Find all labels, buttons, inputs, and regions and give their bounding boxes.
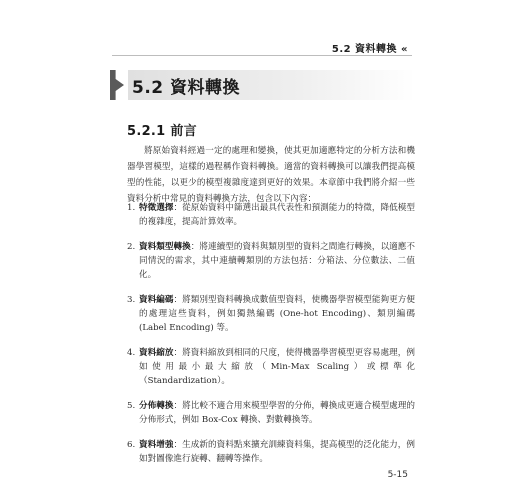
item-term: 資料編碼 — [139, 295, 174, 305]
item-term: 分佈轉換 — [139, 401, 174, 411]
item-number: 5. — [127, 401, 136, 411]
section-heading — [110, 64, 415, 106]
transformation-list — [127, 201, 415, 477]
item-number: 4. — [127, 348, 136, 358]
intro-paragraph: 將原始資料經過一定的處理和變換，使其更加適應特定的分析方法和機器學習模型，這樣的過程稱作資料轉換。適當的資料轉換可以讓我們提高模型的性能，以更少的模型複雜度達到更好的效果。本章節中我們將介紹一些資料分析中常見的資料轉換方法，包含以下內容： — [127, 146, 415, 204]
list-item — [127, 240, 415, 282]
header-rule — [112, 55, 412, 56]
item-description: ：從原始資料中篩選出最具代表性和預測能力的特徵，降低模型的複雜度，提高計算效率。 — [139, 203, 415, 227]
item-body — [139, 240, 415, 282]
running-header: 5.2 資料轉換 « — [331, 44, 408, 55]
item-description: ：將比較不適合用來模型學習的分佈，轉換成更適合模型處理的分佈形式，例如 Box-Cox 轉換、對數轉換等。 — [139, 401, 415, 425]
item-term: 特徵選擇 — [139, 203, 174, 213]
list-item — [127, 346, 415, 388]
item-description: ：將資料縮放到相同的尺度，使得機器學習模型更容易處理，例如使用最小最大縮放（Min-Max Scaling）或標準化（Standardization）。 — [139, 348, 415, 386]
item-number: 3. — [127, 295, 136, 305]
list-item — [127, 399, 415, 427]
item-number: 2. — [127, 242, 136, 252]
item-description: ：生成新的資料點來擴充訓練資料集，提高模型的泛化能力，例如對圖像進行旋轉、翻轉等操作。 — [139, 440, 415, 464]
item-body — [139, 438, 415, 466]
item-description: ：將連續型的資料與類別型的資料之間進行轉換，以適應不同情況的需求，其中連續轉類別的方法包括：分箱法、分位數法、二值化。 — [139, 242, 415, 280]
item-number: 1. — [127, 203, 136, 213]
list-item — [127, 201, 415, 229]
item-term: 資料類型轉換 — [139, 242, 191, 252]
item-body — [139, 201, 415, 229]
subsection-title: 5.2.1 前言 — [127, 124, 197, 139]
list-item — [127, 438, 415, 466]
item-body — [139, 293, 415, 335]
item-description: ：將類別型資料轉換成數值型資料，使機器學習模型能夠更方便的處理這些資料，例如獨熱編碼 (One-hot Encoding)、類別編碼 (Label Encoding) 等。 — [139, 295, 415, 333]
item-number: 6. — [127, 440, 136, 450]
heading-arrow-marker-icon — [110, 70, 124, 100]
item-term: 資料增強 — [139, 440, 174, 450]
section-title: 5.2 資料轉換 — [132, 77, 241, 98]
item-body — [139, 346, 415, 388]
page-number: 5-15 — [387, 470, 408, 480]
list-item — [127, 293, 415, 335]
item-term: 資料縮放 — [139, 348, 174, 358]
item-body — [139, 399, 415, 427]
